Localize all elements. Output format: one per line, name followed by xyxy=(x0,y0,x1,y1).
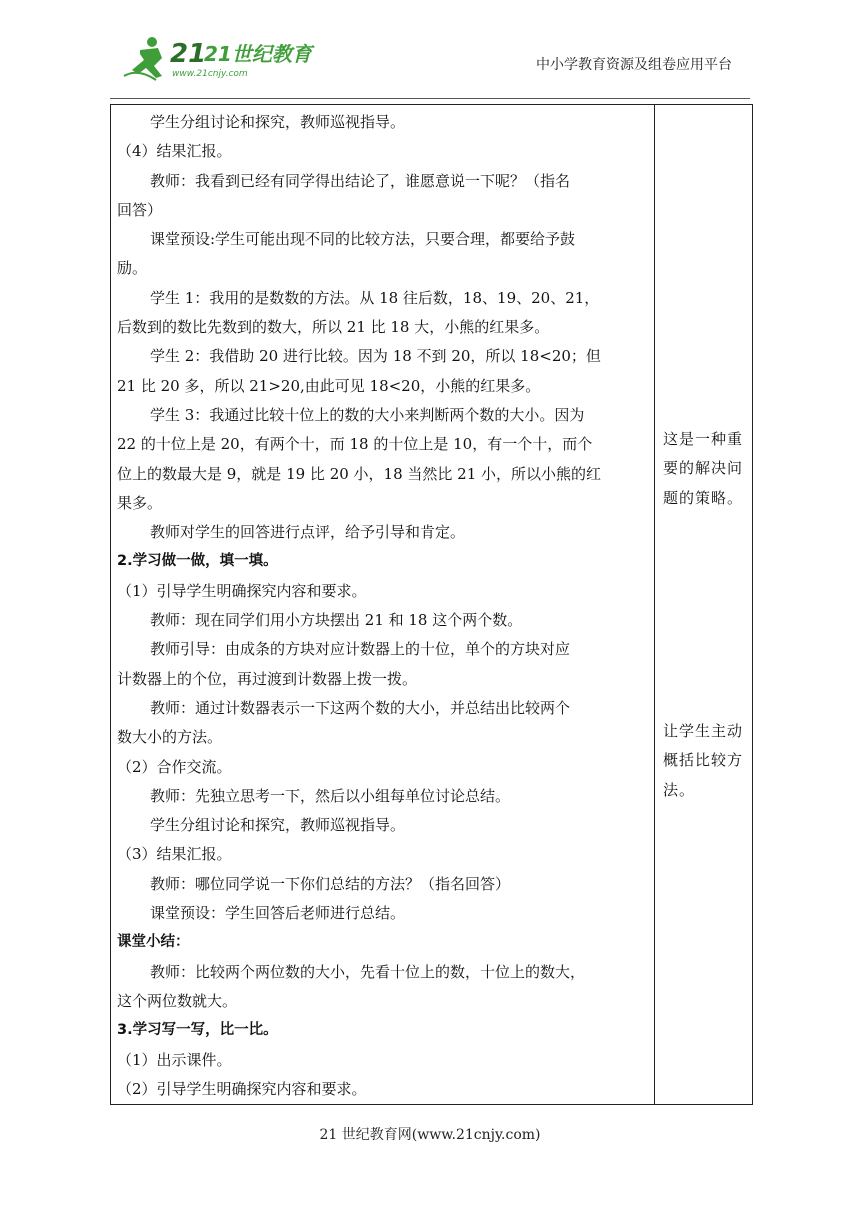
logo-url: www.21cnjy.com xyxy=(172,69,248,79)
text-line: 后数到的数比先数到的数大，所以 21 比 18 大，小熊的红果多。 xyxy=(117,318,550,337)
platform-title: 中小学教育资源及组卷应用平台 xyxy=(536,57,732,73)
text-line: 课堂预设：学生回答后老师进行总结。 xyxy=(150,904,406,923)
logo-text: 21世纪教育 xyxy=(204,42,312,66)
text-line: 教师：比较两个两位数的大小，先看十位上的数，十位上的数大， xyxy=(150,962,586,981)
text-line: 回答） xyxy=(117,200,163,219)
text-line: （2）引导学生明确探究内容和要求。 xyxy=(117,1079,367,1098)
text-line: 教师对学生的回答进行点评，给予引导和肯定。 xyxy=(150,523,466,542)
text-line: 教师：哪位同学说一下你们总结的方法？（指名回答） xyxy=(150,874,511,893)
text-line: 学生 1：我用的是数数的方法。从 18 往后数，18、19、20、21， xyxy=(150,288,600,307)
runner-logo-icon xyxy=(118,28,312,92)
text-line: 教师：通过计数器表示一下这两个数的大小，并总结出比较两个 xyxy=(150,698,571,717)
text-line: 学生分组讨论和探究，教师巡视指导。 xyxy=(150,113,406,131)
note-summary: 让学生主动概括比较方法。 xyxy=(663,722,744,799)
text-line: 计数器上的个位，再过渡到计数器上拨一拨。 xyxy=(117,669,418,688)
text-line: （4）结果汇报。 xyxy=(117,142,232,161)
text-line: 果多。 xyxy=(117,493,163,512)
page-footer: 21 世纪教育网(www.21cnjy.com) xyxy=(319,1127,541,1143)
svg-text:21: 21 xyxy=(170,39,207,69)
note-strategy: 这是一种重要的解决问题的策略。 xyxy=(663,430,744,507)
text-line: 21 比 20 多，所以 21>20,由此可见 18<20，小熊的红果多。 xyxy=(117,376,541,395)
text-line: 学生 3：我通过比较十位上的数的大小来判断两个数的大小。因为 xyxy=(150,405,585,424)
text-line: 22 的十位上是 20，有两个十，而 18 的十位上是 10，有一个十，而个 xyxy=(117,435,593,454)
text-line: 教师引导：由成条的方块对应计数器上的十位，单个的方块对应 xyxy=(150,640,571,659)
text-line: 数大小的方法。 xyxy=(117,728,223,747)
text-line: （1）引导学生明确探究内容和要求。 xyxy=(117,581,367,600)
text-line: 位上的数最大是 9，就是 19 比 20 小，18 当然比 21 小，所以小熊的红 xyxy=(117,464,602,483)
page-header xyxy=(110,24,750,99)
text-line: （1）出示课件。 xyxy=(117,1050,232,1069)
text-line: （2）合作交流。 xyxy=(117,757,232,776)
text-line: 3.学习写一写，比一比。 xyxy=(117,1022,278,1039)
text-line: 教师：我看到已经有同学得出结论了，谁愿意说一下呢？（指名 xyxy=(150,171,571,190)
process-cell xyxy=(111,105,655,1105)
lesson-table xyxy=(110,104,753,1105)
text-line: 学生分组讨论和探究，教师巡视指导。 xyxy=(150,816,406,835)
logo xyxy=(118,28,312,92)
text-line: 这个两位数就大。 xyxy=(117,991,238,1010)
text-line: 课堂小结： xyxy=(117,934,190,951)
text-line: 2.学习做一做，填一填。 xyxy=(117,553,278,570)
text-line: （3）结果汇报。 xyxy=(117,845,232,864)
text-line: 教师：现在同学们用小方块摆出 21 和 18 这个两个数。 xyxy=(150,611,523,630)
notes-cell xyxy=(655,105,753,1105)
text-line: 教师：先独立思考一下，然后以小组每单位讨论总结。 xyxy=(150,786,511,805)
text-line: 课堂预设:学生可能出现不同的比较方法，只要合理，都要给予鼓 xyxy=(150,230,576,249)
text-line: 励。 xyxy=(117,259,148,278)
text-line: 学生 2：我借助 20 进行比较。因为 18 不到 20，所以 18<20；但 xyxy=(150,347,601,366)
process-text xyxy=(111,105,654,1104)
